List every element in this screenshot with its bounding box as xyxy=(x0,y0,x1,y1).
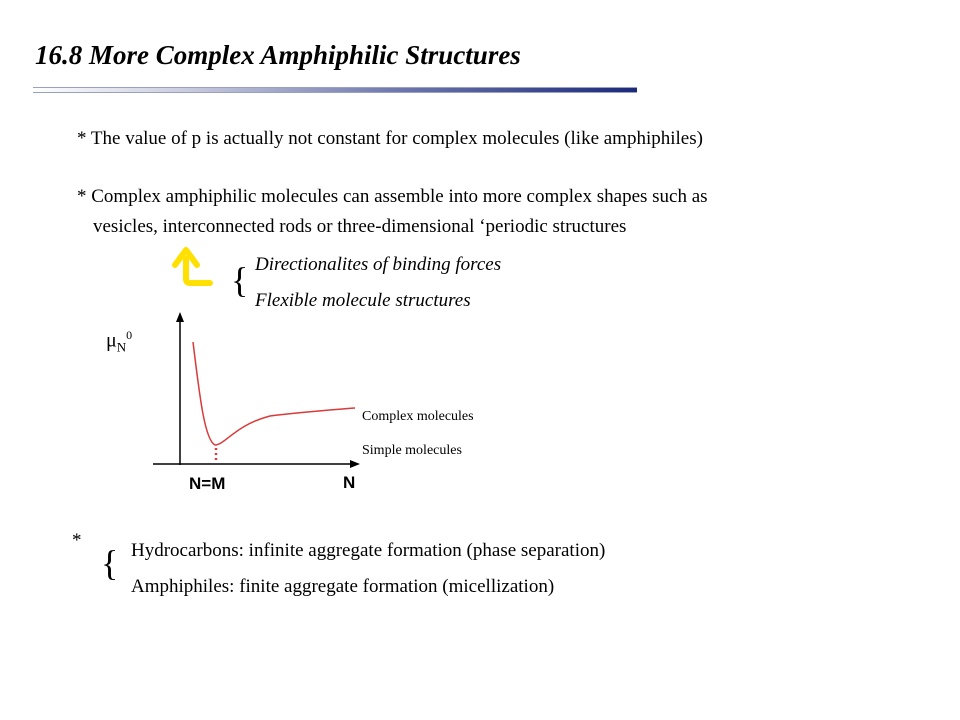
force-item-flexible: Flexible molecule structures xyxy=(255,290,471,311)
series-label-simple: Simple molecules xyxy=(362,443,462,458)
series-label-complex: Complex molecules xyxy=(362,409,474,424)
bullet3-marker: * xyxy=(72,530,82,551)
aggregation-item-hydrocarbons: Hydrocarbons: infinite aggregate formation (phase separation) xyxy=(131,540,606,561)
aggregation-item-amphiphiles: Amphiphiles: finite aggregate formation (micellization) xyxy=(131,576,555,597)
ylabel-sub: N xyxy=(116,339,127,355)
bullet-complex-shapes-line1: * Complex amphiphilic molecules can assemble into more complex shapes such as xyxy=(77,186,708,207)
brace-aggregation: { xyxy=(101,543,119,583)
force-item-directionalities: Directionalites of binding forces xyxy=(255,254,502,275)
ylabel-base: μ xyxy=(106,329,117,352)
x-axis-arrowhead xyxy=(350,460,360,468)
series-complex-molecules-line xyxy=(193,342,355,445)
bullet-complex-shapes-line2: vesicles, interconnected rods or three-dimensional ‘periodic structures xyxy=(93,216,627,237)
y-axis-arrowhead xyxy=(176,312,184,322)
brace-forces: { xyxy=(231,260,249,300)
ylabel-sup: 0 xyxy=(126,328,133,342)
slide-title: 16.8 More Complex Amphiphilic Structures xyxy=(35,40,521,70)
x-axis-label: N xyxy=(343,473,356,492)
x-marker-label: N=M xyxy=(189,474,226,493)
bullet-p-not-constant: * The value of p is actually not constant for complex molecules (like amphiphiles) xyxy=(77,128,703,149)
